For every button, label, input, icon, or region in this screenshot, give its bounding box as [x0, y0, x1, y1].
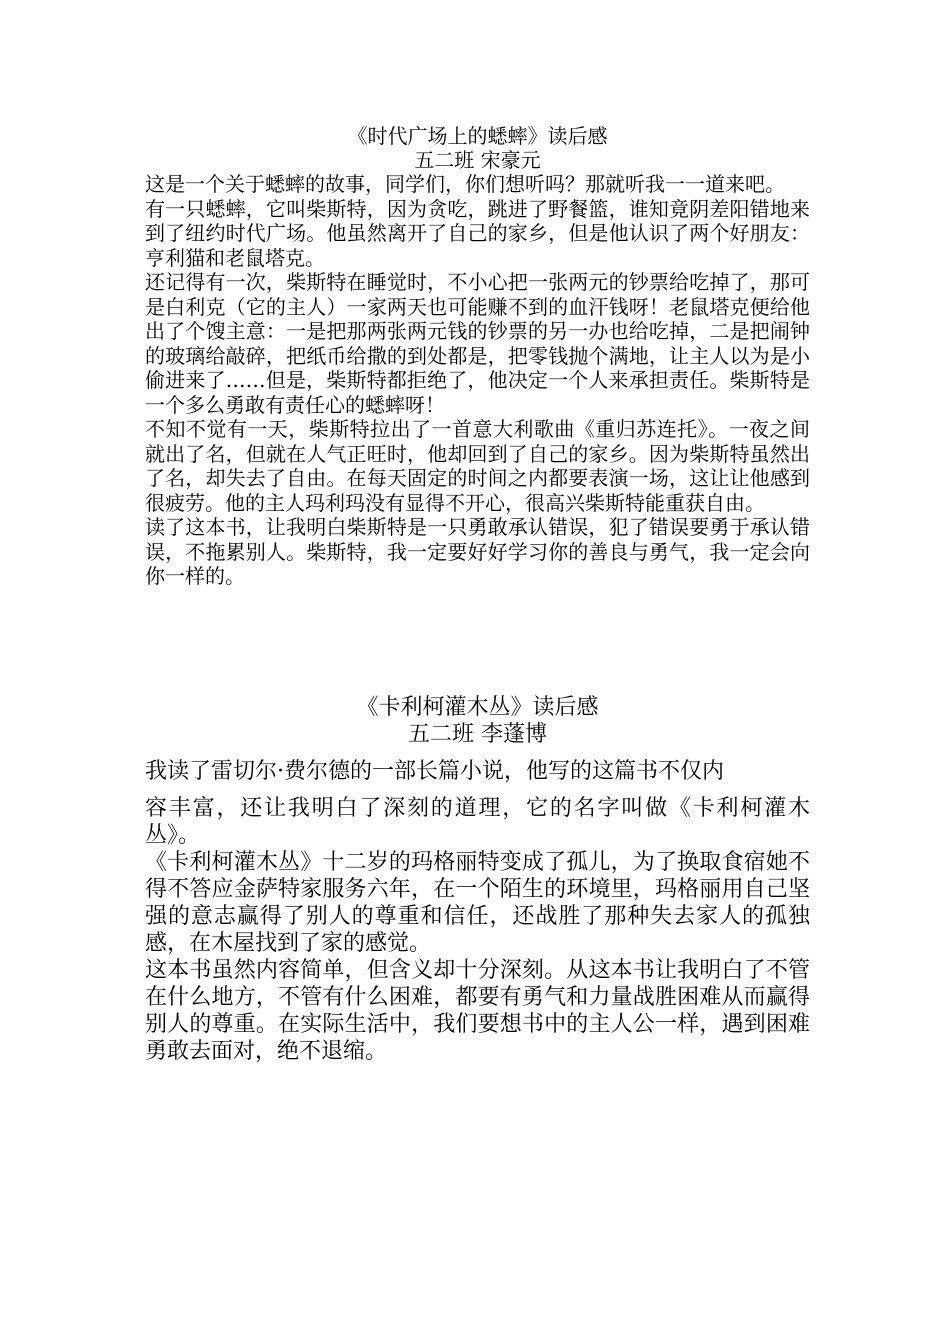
article-author: 五二班 宋豪元 [414, 148, 541, 172]
article-author: 五二班 李蓬博 [408, 722, 547, 747]
article-title: 《时代广场上的蟋蟀》读后感 [347, 124, 608, 148]
paragraph: 这是一个关于蟋蟀的故事，同学们，你们想听吗？那就听我一一道来吧。 [145, 172, 785, 196]
paragraph: 读了这本书，让我明白柴斯特是一只勇敢承认错误，犯了错误要勇于承认错误，不拖累别人。柴斯特，我一定要好好学习你的善良与勇气，我一定会向你一样的。 [145, 515, 810, 588]
article-cricket [145, 124, 810, 589]
paragraph: 我读了雷切尔·费尔德的一部长篇小说，他写的这篇书不仅内 [145, 759, 724, 784]
paragraph: 有一只蟋蟀，它叫柴斯特，因为贪吃，跳进了野餐篮，谁知竟阴差阳错地来到了纽约时代广场。他虽然离开了自己的家乡，但是他认识了两个好朋友：亨利猫和老鼠塔克。 [145, 196, 810, 270]
paragraph: 《卡利柯灌木丛》十二岁的玛格丽特变成了孤儿，为了换取食宿她不得不答应金萨特家服务六年，在一个陌生的环境里，玛格丽用自己坚强的意志赢得了别人的尊重和信任，还战胜了那种失去家人的孤独感，在木屋找到了家的感觉。 [145, 850, 810, 956]
paragraph: 容丰富，还让我明白了深刻的道理，它的名字叫做《卡利柯灌木丛》。 [145, 796, 810, 848]
paragraph: 这本书虽然内容简单，但含义却十分深刻。从这本书让我明白了不管在什么地方，不管有什么困难，都要有勇气和力量战胜困难从而赢得别人的尊重。在实际生活中，我们要想书中的主人公一样，遇到困难勇敢去面对，绝不退缩。 [145, 958, 810, 1064]
article-calico-bush [145, 694, 810, 1065]
article-title: 《卡利柯灌木丛》读后感 [356, 695, 599, 720]
paragraph: 还记得有一次，柴斯特在睡觉时，不小心把一张两元的钞票给吃掉了，那可是白利克（它的主人）一家两天也可能赚不到的血汗钱呀！老鼠塔克便给他出了个馊主意：一是把那两张两元钱的钞票的另一办也给吃掉，二是把闹钟的玻璃给敲碎，把纸币给撒的到处都是，把零钱抛个满地，让主人以为是小偷进来了……但是，柴斯特都拒绝了，他决定一个人来承担责任。柴斯特是一个多么勇敢有责任心的蟋蟀呀！ [145, 270, 810, 417]
paragraph: 不知不觉有一天，柴斯特拉出了一首意大利歌曲《重归苏连托》。一夜之间就出了名，但就在人气正旺时，他却回到了自己的家乡。因为柴斯特虽然出了名，却失去了自由。在每天固定的时间之内都要表演一场，这让让他感到很疲劳。他的主人玛利玛没有显得不开心，很高兴柴斯特能重获自由。 [145, 417, 810, 515]
